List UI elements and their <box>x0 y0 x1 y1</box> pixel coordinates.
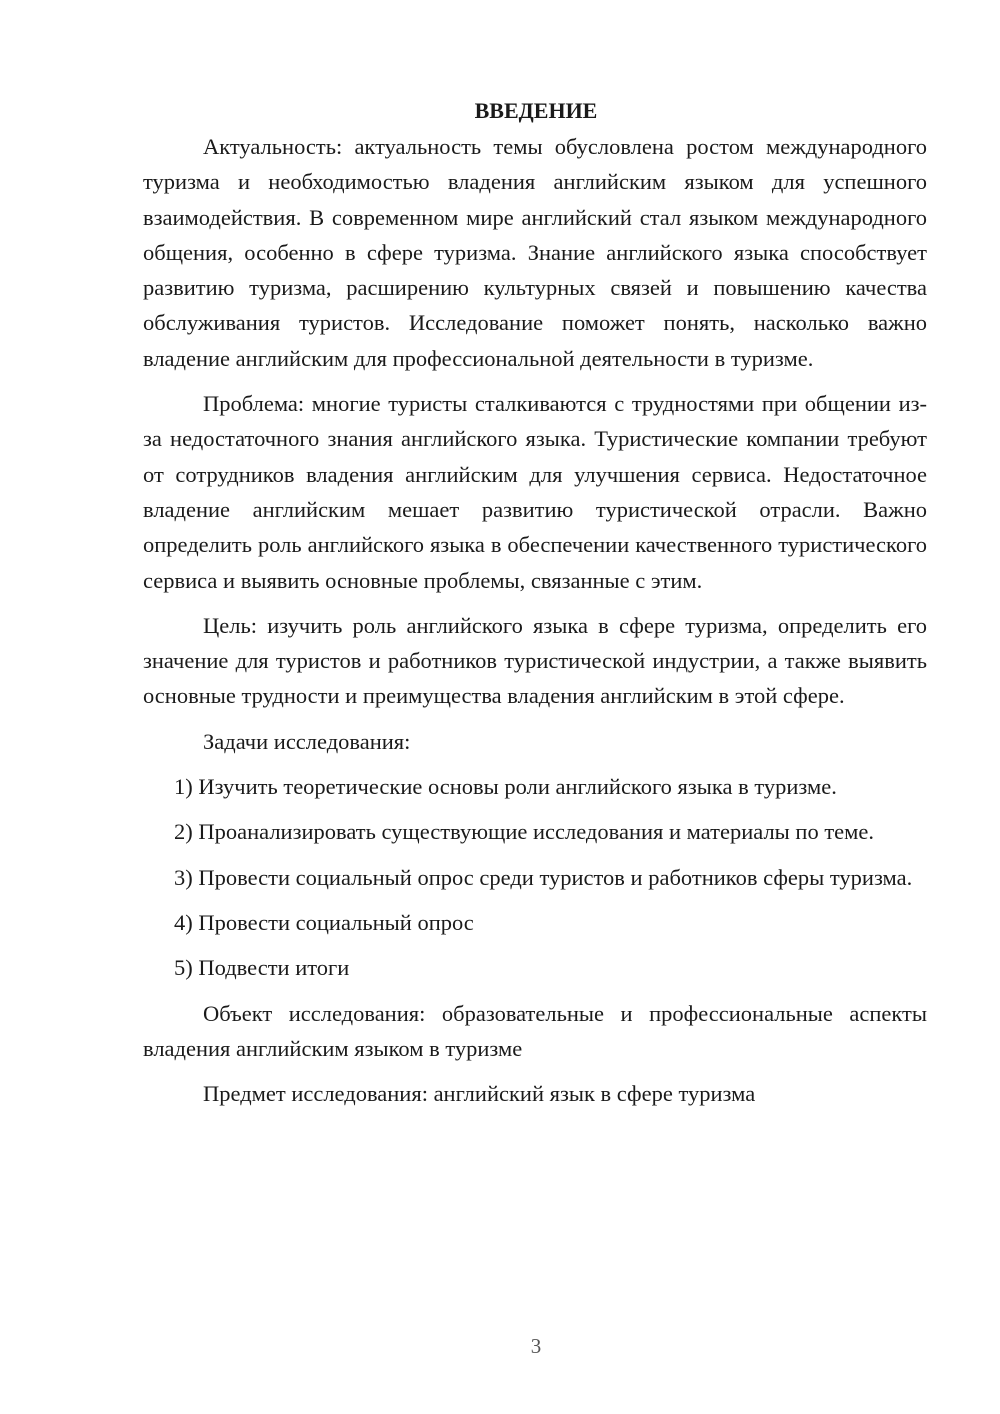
tasks-list <box>143 769 927 985</box>
list-item: 2) Проанализировать существующие исследования и материалы по теме. <box>174 819 875 845</box>
list-item: 1) Изучить теоретические основы роли английского языка в туризме. <box>174 774 837 800</box>
paragraph-object: Объект исследования: образовательные и профессиональные аспекты владения английским языком в туризме <box>143 1000 927 1061</box>
page-number: 3 <box>530 1334 542 1358</box>
list-item: 5) Подвести итоги <box>174 955 350 981</box>
list-item: 3) Провести социальный опрос среди туристов и работников сферы туризма. <box>174 864 913 890</box>
paragraph-problem: Проблема: многие туристы сталкиваются с трудностями при общении из-за недостаточного знания английского языка. Туристические компании требуют от сотрудников владения английским для улучшения сервиса. Недостаточное владение английским мешает развитию туристической отрасли. Важно определить роль английского языка в обеспечении качественного туристического сервиса и выявить основные проблемы, связанные с этим. <box>143 391 927 593</box>
paragraph-goal: Цель: изучить роль английского языка в сфере туризма, определить его значение для туристов и работников туристической индустрии, а также выявить основные трудности и преимущества владения английским в этой сфере. <box>143 612 927 709</box>
tasks-heading: Задачи исследования: <box>203 728 411 754</box>
paragraph-subject: Предмет исследования: английский язык в сфере туризма <box>203 1081 756 1107</box>
paragraph-relevance: Актуальность: актуальность темы обусловлена ростом международного туризма и необходимостью владения английским языком для успешного взаимодействия. В современном мире английский стал языком международного общения, особенно в сфере туризма. Знание английского языка способствует развитию туризма, расширению культурных связей и повышению качества обслуживания туристов. Исследование поможет понять, насколько важно владение английским для профессиональной деятельности в туризме. <box>143 134 927 371</box>
page-title: ВВЕДЕНИЕ <box>474 98 598 123</box>
document-page <box>143 96 927 1121</box>
list-item: 4) Провести социальный опрос <box>174 909 474 935</box>
